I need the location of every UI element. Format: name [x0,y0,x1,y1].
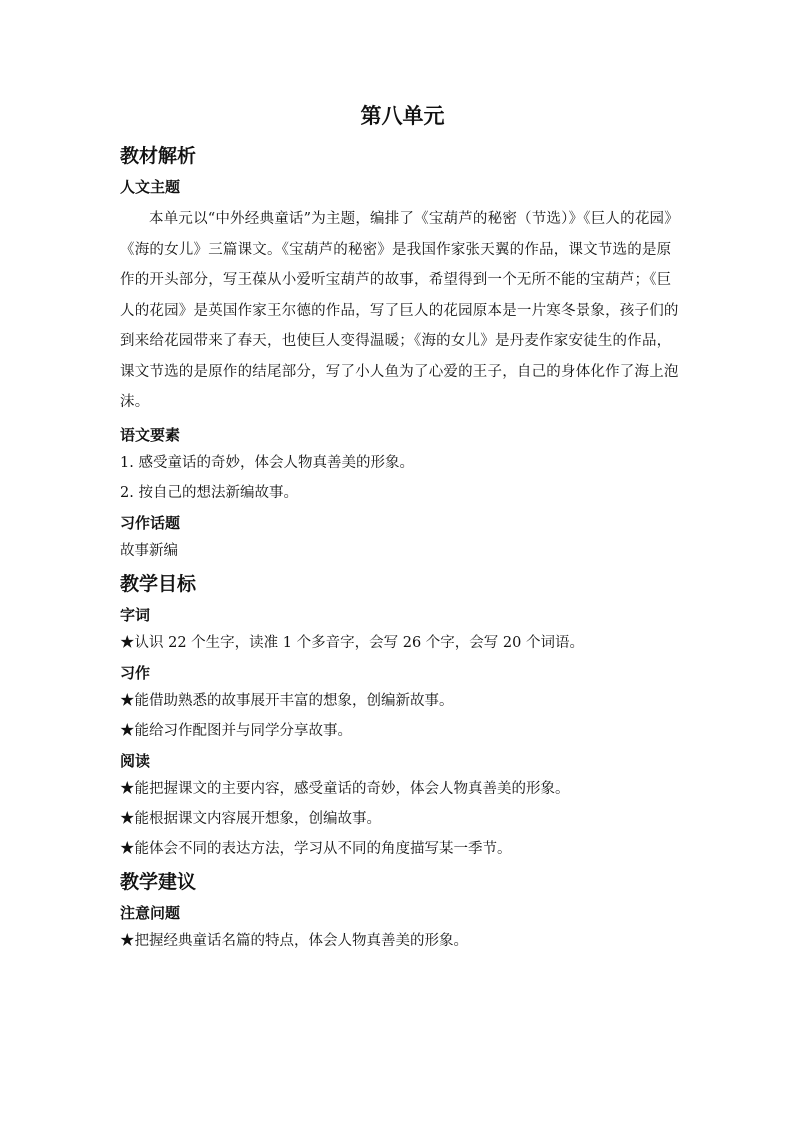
page-title: 第八单元 [360,103,445,128]
writing-goal-item-2: ★能给习作配图并与同学分享故事。 [120,722,352,739]
subheading-theme: 人文主题 [120,178,181,196]
element-item-2: 2. 按自己的想法新编故事。 [120,484,298,501]
subheading-notes: 注意问题 [120,903,181,922]
words-goal-item: ★认识 22 个生字，读准 1 个多音字，会写 26 个字，会写 20 个词语。 [120,634,584,651]
reading-goal-item-3: ★能体会不同的表达方法，学习从不同的角度描写某一季节。 [120,840,512,857]
theme-paragraph: 本单元以“中外经典童话”为主题，编排了《宝葫芦的秘密（节选）》《巨人的花园》《海的女儿》三篇课文。《宝葫芦的秘密》是我国作家张天翼的作品，课文节选的是原作的开头部分，写王葆从小爱听宝葫芦的故事，希望得到一个无所不能的宝葫芦；《巨人的花园》是英国作家王尔德的作品，写了巨人的花园原本是一片寒冬景象，孩子们的到来给花园带来了春天，也使巨人变得温暖；《海的女儿》是丹麦作家安徒生的作品，课文节选的是原作的结尾部分，写了小人鱼为了心爱的王子，自己的身体化作了海上泡沫。 [120,211,679,410]
notes-item-1: ★把握经典童话名篇的特点，体会人物真善美的形象。 [120,932,468,949]
reading-goal-item-2: ★能根据课文内容展开想象，创编故事。 [120,810,381,827]
reading-goal-item-1: ★能把握课文的主要内容，感受童话的奇妙，体会人物真善美的形象。 [120,780,570,797]
section-heading-suggestions: 教学建议 [120,870,197,893]
document-content [120,100,685,960]
writing-topic-text: 故事新编 [120,542,178,559]
subheading-elements: 语文要素 [120,425,181,444]
section-heading-goals: 教学目标 [120,572,197,595]
subheading-reading: 阅读 [120,751,151,770]
section-heading-analysis: 教材解析 [120,145,197,167]
subheading-words: 字词 [120,605,151,624]
writing-goal-item-1: ★能借助熟悉的故事展开丰富的想象，创编新故事。 [120,692,454,709]
subheading-writing: 习作 [120,663,151,682]
element-item-1: 1. 感受童话的奇妙，体会人物真善美的形象。 [120,454,414,471]
subheading-writing-topic: 习作话题 [120,513,181,532]
